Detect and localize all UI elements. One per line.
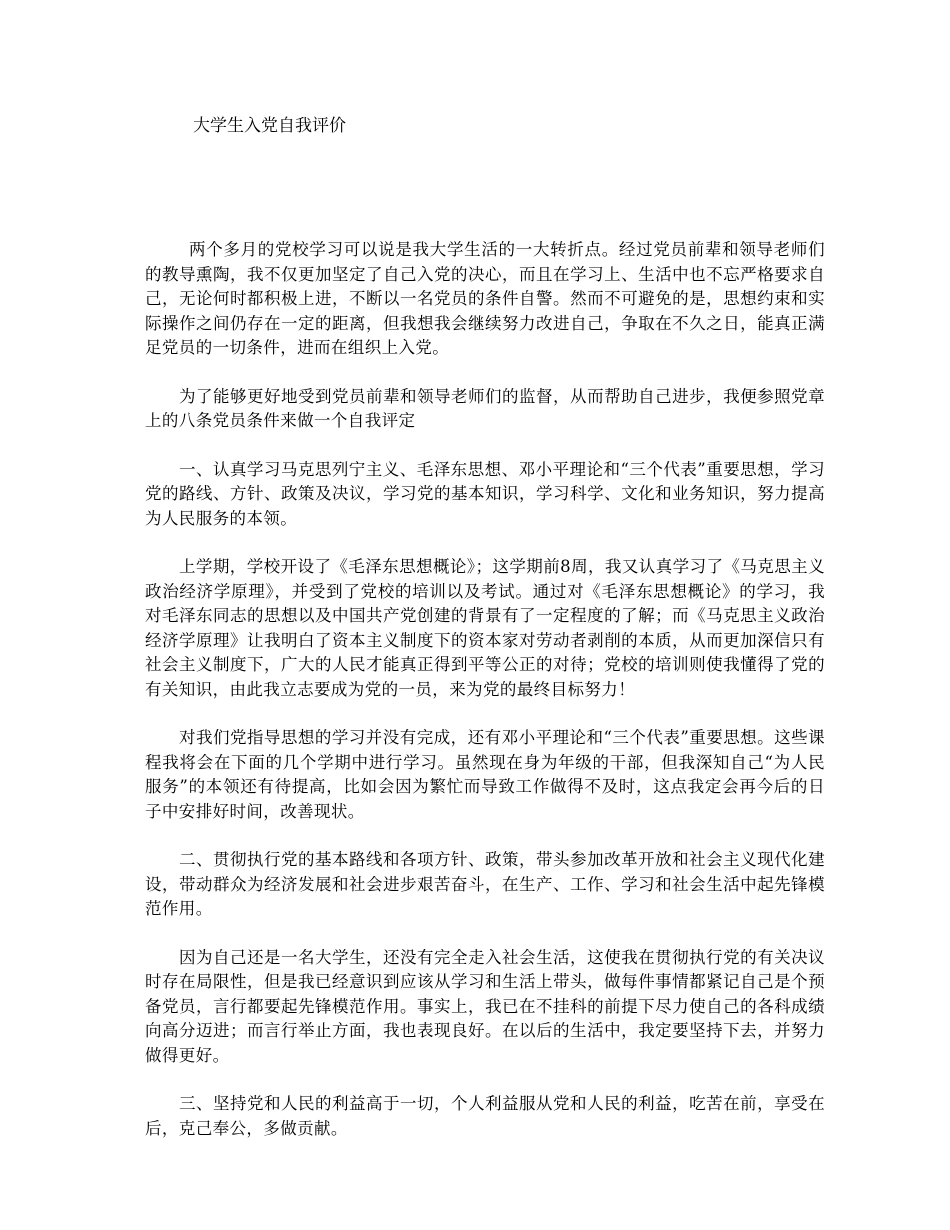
paragraph-condition-three: 三、坚持党和人民的利益高于一切，个人利益服从党和人民的利益，吃苦在前，享受在后，克己奉公，多做贡献。 [145,1094,825,1138]
paragraph-study-courses: 上学期，学校开设了《毛泽东思想概论》；这学期前8周，我又认真学习了《马克思主义政治经济学原理》，并受到了党校的培训以及考试。通过对《毛泽东思想概论》的学习，我对毛泽东同志的思想以及中国共产党创建的背景有了一定程度的了解；而《马克思主义政治经济学原理》让我明白了资本主义制度下的资本家对劳动者剥削的本质，从而更加深信只有社会主义制度下，广大的人民才能真正得到平等公正的对待；党校的培训则使我懂得了党的有关知识，由此我立志要成为党的一员，来为党的最终目标努力！ [145,557,825,699]
paragraph-study-ongoing: 对我们党指导思想的学习并没有完成，还有邓小平理论和“三个代表”重要思想。这些课程我将会在下面的几个学期中进行学习。虽然现在身为年级的干部，但我深知自己“为人民服务”的本领还有待提高，比如会因为繁忙而导致工作做得不及时，这点我定会再今后的日子中安排好时间，改善现状。 [145,728,825,821]
paragraph-condition-two: 二、贯彻执行党的基本路线和各项方针、政策，带头参加改革开放和社会主义现代化建设，带动群众为经济发展和社会进步艰苦奋斗，在生产、工作、学习和社会生活中起先锋模范作用。 [145,850,825,918]
paragraph-intro: 两个多月的党校学习可以说是我大学生活的一大转折点。经过党员前辈和领导老师们的教导熏陶，我不仅更加坚定了自己入党的决心，而且在学习上、生活中也不忘严格要求自己，无论何时都积极上进，不断以一名党员的条件自警。然而不可避免的是，思想约束和实际操作之间仍存在一定的距离，但我想我会继续努力改进自己，争取在不久之日，能真正满足党员的一切条件，进而在组织上入党。 [145,240,825,357]
document-body [145,238,825,1165]
paragraph-condition-one: 一、认真学习马克思列宁主义、毛泽东思想、邓小平理论和“三个代表”重要思想，学习党的路线、方针、政策及决议，学习党的基本知识，学习科学、文化和业务知识，努力提高为人民服务的本领。 [145,459,825,528]
paragraph-student-role: 因为自己还是一名大学生，还没有完全走入社会生活，这使我在贯彻执行党的有关决议时存在局限性，但是我已经意识到应该从学习和生活上带头，做每件事情都紧记自己是个预备党员，言行都要起先锋模范作用。事实上，我已在不挂科的前提下尽力使自己的各科成绩向高分迈进；而言行举止方面，我也表现良好。在以后的生活中，我定要坚持下去，并努力做得更好。 [145,947,825,1065]
document-title: 大学生入党自我评价 [193,116,346,136]
paragraph-purpose: 为了能够更好地受到党员前辈和领导老师们的监督，从而帮助自己进步，我便参照党章上的八条党员条件来做一个自我评定 [145,386,825,430]
